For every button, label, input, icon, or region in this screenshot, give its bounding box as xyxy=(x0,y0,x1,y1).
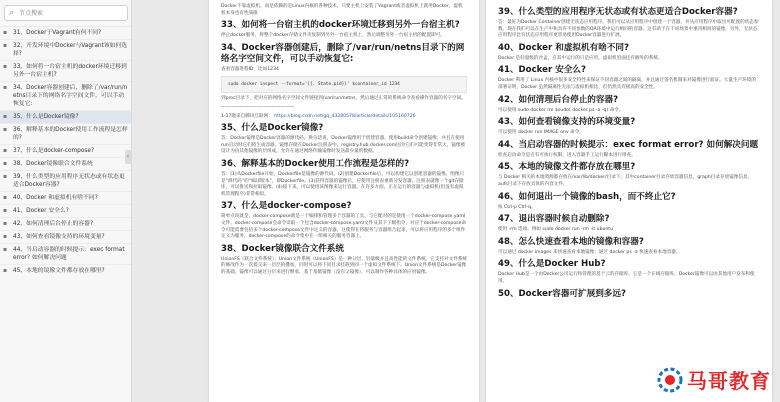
section-paragraph: 答：Docker镜像是Docker容器的源代码。换句话说，Docker镜像用于创建容器。使用build命令创建镜像，并且在使用run启动时它们将生成容器。镜像存储在Docker注册表中，registry.hub.docker.com因为它们可能变得非常大，镜像被设计为由其他镜像的层组成，允许在通过网络传输镜像时发送最少量的数据。 xyxy=(221,136,466,155)
section-heading: 48、怎么快速查看本地的镜像和容器? xyxy=(498,236,644,247)
outline-item[interactable] xyxy=(0,230,132,243)
outline-item-label: 38、Docker镜像联合文件系统 xyxy=(13,161,93,167)
section-paragraph: 按 Ctrl-p Ctrl-q。 xyxy=(498,204,536,210)
section-paragraph: 可以使用 sudo docker rm $sudo( docker ps -a -q) 命令。 xyxy=(498,107,624,113)
outline-bullet-icon: ▪ xyxy=(3,147,8,154)
outline-item-label: 41、Docker 安全么? xyxy=(13,208,69,214)
section-paragraph: 可以使用 docker run IMAGE env 命令。 xyxy=(498,130,584,136)
section-paragraph: Docker 是轻量级的沙盒，在其中运行的只是应用，虚拟机里面还有额外的系统。 xyxy=(498,55,663,61)
outline-search-input[interactable] xyxy=(19,7,123,19)
outline-item-label: 45、本地的镜像文件都存放在哪里? xyxy=(13,268,105,274)
outline-item[interactable] xyxy=(0,26,132,39)
section-heading: 47、退出容器时候自动删除? xyxy=(498,214,610,225)
outline-bullet-icon: ▪ xyxy=(3,42,8,49)
document-page-left xyxy=(209,0,479,402)
outline-item-label: 44、当启动容器的时候提示：exec format error? 如何解决问题 xyxy=(13,247,125,261)
section-heading: 43、如何查看镜像支持的环境变量? xyxy=(498,117,636,128)
section-paragraph: 查看容器进程ID，比如1234 xyxy=(221,66,279,72)
outline-item-label: 31、Docker于Vagrant有何不同? xyxy=(13,30,102,36)
outline-bullet-icon: ▪ xyxy=(3,233,8,240)
gear-logo-icon xyxy=(657,367,683,393)
section-paragraph: 答：(1)从Dockerfile开始，Dockerfile是镜像的源代码。(2)创建Dockerfile后，可以构建它以创建容器的镜像。图像只是“源代码”的“编译版本”，即Dockerfile。(3)获得容器的镜像后，应使用注册表重新分发容器。注册表就像一个git存储库，可以推送和拉取镜像。(4)接下来，可以使用该图像来运行容器。在许多方面，正在运行的容器与虚拟机(但没有虚拟机管理程序)非常相似。 xyxy=(221,171,465,197)
outline-item-label: 40、Docker 和虚拟机有啥不同? xyxy=(13,195,98,201)
outline-item[interactable] xyxy=(0,60,132,81)
section-heading: 36、解释基本的Docker使用工作流程是怎样的? xyxy=(221,158,410,169)
section-heading: 49、什么是Docker Hub? xyxy=(498,259,606,270)
section-heading: 40、Docker 和虚拟机有啥不同? xyxy=(498,42,629,53)
outline-list xyxy=(0,26,132,277)
outline-item[interactable] xyxy=(0,39,132,60)
outline-item-label: 33、如何将一台宿主机的docker环境迁移到另外一台宿主机? xyxy=(13,64,127,78)
section-paragraph: 停止docker服务，将整个docker存储文件夹复制到另外一台宿主机上，然后调整另外一台宿主机的配置即可。 xyxy=(221,33,445,39)
section-paragraph: 检查启动命令是否有可执行权限，进入容器手工运行脚本进行排查。 xyxy=(498,152,636,158)
outline-search-box[interactable] xyxy=(4,5,128,21)
section-paragraph: Docker Hub是一个由Docker公司运行和管理的基于云的存储库。它是一个在线存储库，Docker镜像可以由其他用户发布和使用。 xyxy=(498,272,755,284)
outline-item-label: 42、如何清理后台停止的容器? xyxy=(13,221,94,227)
outline-bullet-icon: ▪ xyxy=(3,29,8,36)
outline-item-label: 39、什么类型的应用程序无状态或有状态更适合Docker容器? xyxy=(13,174,125,188)
outline-bullet-icon: ▪ xyxy=(3,126,8,133)
code-block: sudo docker inspect --format='{{. State.pid}}' $container_id 1234 xyxy=(221,76,467,93)
section-heading: 38、Docker镜像联合文件系统 xyxy=(221,243,344,254)
outline-bullet-icon: ▪ xyxy=(3,63,8,70)
section-paragraph: UnionFS（联合文件系统）：Union文件系统（UnionFS）是一种分层、轻量级并且高性能的文件系统。它支持对文件系统的修改作为一次提交来一层层的叠加，同时可以将不同目录挂载到同一个虚拟文件系统下。Union文件系统是Docker镜像的基础，镜像可以通过分层来进行继承，基于基础镜像（没有父镜像），可以制作各种具体的应用镜像。 xyxy=(221,256,468,275)
section-group-1 xyxy=(221,20,467,73)
outline-bullet-icon: ▪ xyxy=(3,220,8,227)
section-paragraph: 答：最好为Docker Container创建无状态应用程序。我们可以从应用程序中创建一个容器，并从应用程序中取出可配置的状态参数。现在我们可以在生产中和具有不同参数的QA环境中运行相同的容器。这有助于在不同场景中重用相同的镜像。另外，无状态应用程序比有状态应用程序更容易使用Docker容器进行扩展。 xyxy=(498,20,759,39)
sidebar-collapse-handle[interactable]: ‹ xyxy=(125,150,131,164)
outline-item[interactable] xyxy=(0,217,132,230)
outline-bullet-icon: ▪ xyxy=(3,173,8,180)
section-heading: 46、如何退出一个镜像的bash，而不终止它? xyxy=(498,191,676,202)
section-heading: 35、什么是Docker镜像? xyxy=(221,123,324,134)
section-group-2 xyxy=(221,123,467,276)
outline-item[interactable] xyxy=(0,123,132,144)
section-paragraph: 与 Docker 相关的本地资源都存放在/var/lib/docker/目录下，其中container目录存放容器信息，graph目录存放镜像信息，aufs目录下存放具体的内容文件。 xyxy=(498,175,753,187)
outline-bullet-icon: ▪ xyxy=(3,84,8,91)
section-paragraph: Docker 利用了 Linux 内核中很多安全特性来保证不同容器之间的隔离，并且通过签名机制来对镜像进行验证。大量生产环境的部署证明，Docker 虽然隔离性无法与虚拟机相比，但仍然具有极高的安全性。 xyxy=(498,78,756,90)
section-heading: 45、本地的镜像文件都存放在哪里? xyxy=(498,162,636,173)
section-paragraph: 使用 -rm 选项，例如 sudo docker run -rm -it ubuntu xyxy=(498,227,614,233)
paragraph-after-code: 到proc目录下，把对应的网络名字空间文件链接到/var/run/netns，然后通过正常的系统命令查看操作容器的名字空间。 xyxy=(221,96,466,102)
outline-item[interactable] xyxy=(0,264,132,277)
section-heading: 34、Docker容器创建后，删除了/var/run/netns目录下的网络名字空间文件，可以手动恢复它: xyxy=(221,42,465,64)
outline-item[interactable] xyxy=(0,170,132,191)
intro-paragraph: Docker不靠虚拟机。而是依赖的是Linux内核的各种技术，只要主机上安装了Vagrant或者虚拟机上就用Docker，虚机机本身也有性质限 xyxy=(221,4,463,16)
source-link[interactable]: https://blog.csdn.net/gq_43280578/article/details/105160726 xyxy=(274,113,416,119)
outline-bullet-icon: ▪ xyxy=(3,160,8,167)
source-prefix: 1-17题来自腾讯互联网： xyxy=(221,113,273,119)
watermark xyxy=(657,365,771,394)
outline-bullet-icon: ▪ xyxy=(3,113,8,120)
outline-bullet-icon: ▪ xyxy=(3,246,8,253)
outline-bullet-icon: ▪ xyxy=(3,194,8,201)
outline-item-label: 32、开发环境中Docker与Vagrant该如何选择? xyxy=(13,43,128,57)
watermark-text: 马哥教育 xyxy=(687,369,771,393)
section-paragraph: 可以通过 docker images 来快速查看本地镜像；通过 docker ps -a 快速查看本地容器。 xyxy=(498,249,681,255)
outline-bullet-icon: ▪ xyxy=(3,267,8,274)
source-line xyxy=(221,114,467,121)
outline-item-label: 37、什么是docker-compose? xyxy=(13,148,95,154)
section-group-right xyxy=(486,0,772,306)
outline-item[interactable] xyxy=(0,144,132,157)
outline-item-label: 35、什么是Docker镜像? xyxy=(13,114,79,120)
outline-item[interactable] xyxy=(0,191,132,204)
document-page-right xyxy=(486,0,772,402)
section-heading: 33、如何将一台宿主机的docker环境迁移到另外一台宿主机? xyxy=(221,20,460,31)
divider-line: ———————————————— xyxy=(221,104,295,110)
document-viewport[interactable] xyxy=(133,0,780,402)
section-heading: 37、什么是docker-compose? xyxy=(221,201,352,212)
outline-item[interactable] xyxy=(0,204,132,217)
outline-item-label: 36、解释基本的Docker使用工作流程是怎样的? xyxy=(13,127,128,141)
search-icon: ⌕ xyxy=(9,8,15,18)
outline-item-label: 34、Docker容器创建后，删除了/var/run/netns目录下的网络名字空间文件，可以手动恢复它: xyxy=(13,85,128,107)
outline-item[interactable] xyxy=(0,243,132,264)
outline-item-label: 43、如何查看镜像支持的环境变量? xyxy=(13,234,105,240)
section-paragraph: 简单点说就是，docker-compose就是一个编排和管理多个容器的工具，与它配对的是使用一个docker-compose.yaml文件。docker-compose会命令读取一个包含docker-compose.yaml文件及其下子级指令，对应于docker-compose命令可能需要包括多个docker-compose文件中定义的容器。这使得在将服务与容器组合起来，可以将应用程序的多个组件定义为服务。docker-compose的命令集中在一组相关的服务容器上。 xyxy=(221,214,466,240)
section-heading: 44、当启动容器的时候提示：exec format error? 如何解决问题 xyxy=(498,139,759,150)
outline-bullet-icon: ▪ xyxy=(3,207,8,214)
section-heading: 41、Docker 安全么? xyxy=(498,65,586,76)
outline-item[interactable] xyxy=(0,157,132,170)
section-heading: 39、什么类型的应用程序无状态或有状态更适合Docker容器? xyxy=(498,7,738,17)
outline-item[interactable] xyxy=(0,81,132,110)
sidebar-outline xyxy=(0,0,132,402)
section-heading: 42、如何清理后台停止的容器? xyxy=(498,94,619,105)
section-heading: 50、Docker容器可扩展到多远? xyxy=(498,288,626,299)
outline-item[interactable] xyxy=(0,110,132,123)
